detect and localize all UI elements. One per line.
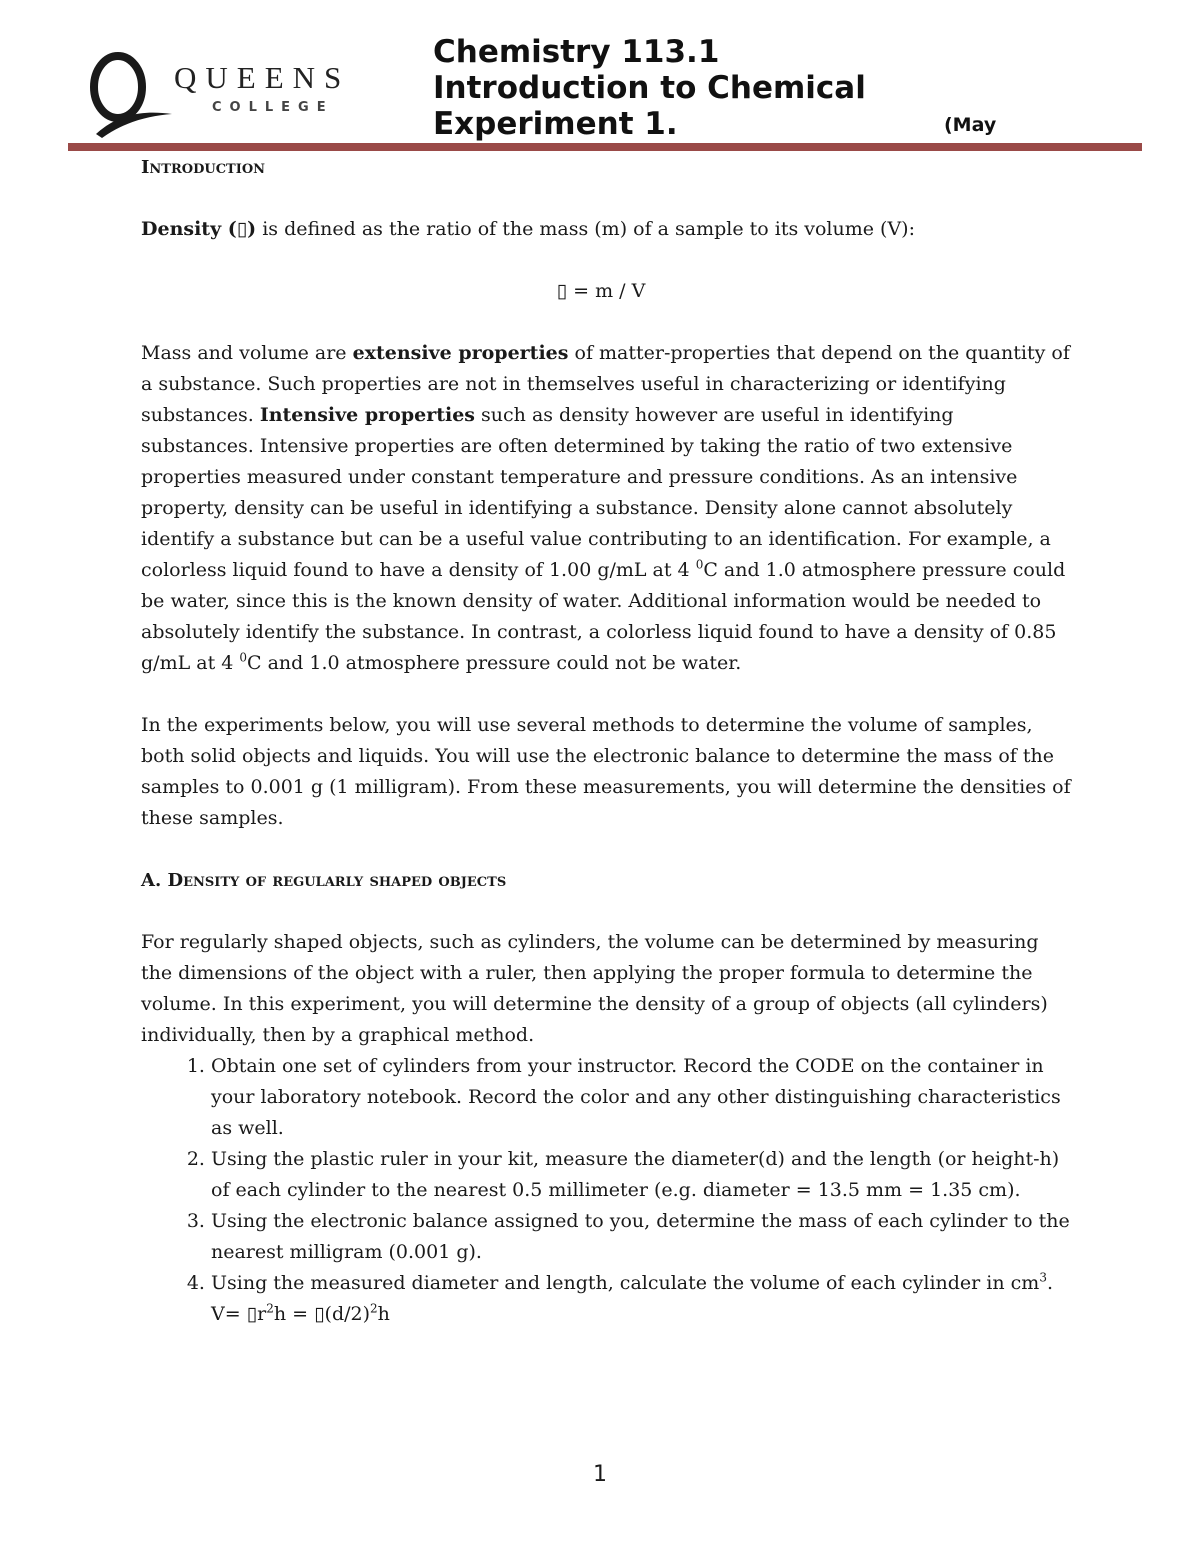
procedure-step: 3. Using the electronic balance assigned to you, determine the mass of each cylinder to the nearest milligram (0.001 g). bbox=[211, 1206, 1071, 1268]
procedure-step: 1. Obtain one set of cylinders from your instructor. Record the CODE on the container in your laboratory notebook. Record the color and any other distinguishing characteristics as well. bbox=[211, 1051, 1071, 1144]
procedure-list bbox=[141, 1051, 1071, 1299]
intro-paragraph-1: Mass and volume are extensive properties of matter-properties that depend on the quantity of a substance. Such properties are not in themselves useful in characterizing or identifying substances. Intensive properties such as density however are useful in identifying substances. Intensive properties are often determined by taking the ratio of two extensive properties measured under constant temperature and pressure conditions. As an intensive property, density can be useful in identifying a substance. Density alone cannot absolutely identify a substance but can be a useful value contributing to an identification. For example, a colorless liquid found to have a density of 1.00 g/mL at 4 $^0$C and 1.0 atmosphere pressure could be water, since this is the known density of water. Additional information would be needed to absolutely identify the substance. In contrast, a colorless liquid found to have a density of 0.85 g/mL at 4 $^0$C and 1.0 atmosphere pressure could not be water. bbox=[141, 342, 1070, 674]
intro-paragraph-2: In the experiments below, you will use several methods to determine the volume of samples, both solid objects and liquids. You will use the electronic balance to determine the mass of the samples to 0.001 g (1 milligram). From these measurements, you will determine the densities of these samples. bbox=[141, 714, 1071, 829]
density-term: Density (▯) bbox=[141, 218, 257, 240]
course-line-3: Experiment 1. bbox=[433, 106, 678, 142]
logo-subword: COLLEGE bbox=[212, 100, 334, 115]
extensive-term: extensive properties bbox=[352, 342, 569, 364]
section-a-heading: A. Density of regularly shaped objects bbox=[141, 870, 507, 891]
header-rule bbox=[68, 143, 1142, 151]
intro-heading: Introduction bbox=[141, 157, 266, 178]
section-a-paragraph: For regularly shaped objects, such as cylinders, the volume can be determined by measuring the dimensions of the object with a ruler, then applying the proper formula to determine the volume. In this experiment, you will determine the density of a group of objects (all cylinders) individually, then by a graphical method. bbox=[141, 931, 1048, 1046]
procedure-step: 4. Using the measured diameter and length, calculate the volume of each cylinder in $cm^3$. bbox=[211, 1268, 1071, 1299]
course-line-1: Chemistry 113.1 bbox=[433, 34, 720, 70]
logo-word: QUEENS bbox=[174, 60, 351, 95]
density-formula: ▯ = m / V bbox=[556, 280, 646, 302]
course-title bbox=[433, 34, 866, 142]
queens-college-logo bbox=[88, 52, 378, 142]
q-logo-mark bbox=[88, 52, 178, 142]
date-fragment: (May bbox=[944, 114, 997, 136]
page-number: 1 bbox=[593, 1462, 607, 1487]
intensive-term: Intensive properties bbox=[259, 404, 475, 426]
course-line-2: Introduction to Chemical bbox=[433, 70, 866, 106]
document-body bbox=[141, 152, 1071, 1330]
density-definition: Density (▯) is defined as the ratio of the mass (m) of a sample to its volume (V): bbox=[141, 218, 915, 240]
volume-formula: $V= ▯r^2h$ = $▯(d/2)^2h$ bbox=[211, 1301, 390, 1325]
procedure-step: 2. Using the plastic ruler in your kit, measure the diameter(d) and the length (or height-h) of each cylinder to the nearest 0.5 millimeter (e.g. diameter = 13.5 mm = 1.35 cm). bbox=[211, 1144, 1071, 1206]
